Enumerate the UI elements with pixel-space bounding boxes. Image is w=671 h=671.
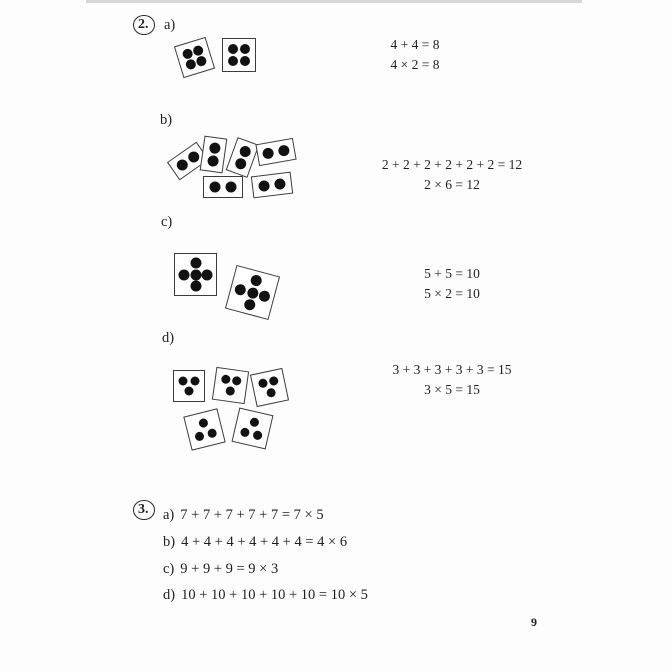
dot [265, 388, 276, 399]
problem-3-item-c [163, 556, 483, 583]
dot [243, 298, 256, 311]
dot [258, 289, 271, 302]
equations-d [370, 360, 534, 400]
equations-c [382, 264, 522, 304]
dot-card-d [173, 370, 205, 402]
multiplication-equation-b: 2 × 6 = 12 [424, 177, 480, 192]
addition-equation-a: 4 + 4 = 8 [390, 37, 440, 52]
dot-card-d [232, 408, 274, 450]
dot [190, 376, 199, 385]
dot-card-d [250, 368, 289, 407]
dot [208, 141, 220, 153]
problem-3-items [163, 502, 483, 609]
dot [240, 44, 250, 54]
problem-3-number: 3. [133, 500, 155, 520]
dot [196, 55, 208, 67]
dot [190, 257, 201, 268]
dot [197, 418, 208, 429]
dot [240, 56, 250, 66]
dot [228, 56, 238, 66]
dot-card-b [251, 172, 293, 199]
dot [207, 428, 218, 439]
addition-equation-d: 3 + 3 + 3 + 3 + 3 = 15 [392, 362, 512, 377]
equations-a [345, 35, 485, 75]
equations-b [360, 155, 544, 195]
dot [240, 427, 251, 438]
dot [174, 157, 189, 172]
item-label: a) [163, 507, 175, 523]
dot-card-c [174, 253, 217, 296]
dot [179, 376, 188, 385]
dot-card-d [183, 408, 225, 450]
problem-3-item-d [163, 582, 483, 609]
problem-3 [133, 500, 368, 604]
dot [184, 59, 196, 71]
addition-equation-b: 2 + 2 + 2 + 2 + 2 + 2 = 12 [381, 157, 523, 172]
problem-3-item-a [163, 502, 483, 529]
dot [185, 387, 194, 396]
dot [186, 149, 201, 164]
dot [190, 281, 201, 292]
problem-2-number: 2. [133, 15, 155, 35]
dot [225, 386, 235, 396]
multiplication-equation-d: 3 × 5 = 15 [424, 382, 480, 397]
problem-2-label-a: a) [164, 17, 176, 33]
dot [192, 44, 204, 56]
addition-equation-c: 5 + 5 = 10 [424, 266, 480, 281]
dot [220, 374, 230, 384]
dot-card-a [222, 38, 256, 72]
dot-card-b [203, 176, 243, 198]
problem-2-label-b: b) [160, 112, 173, 128]
dot [246, 286, 259, 299]
dot [238, 144, 252, 158]
dot [269, 375, 280, 386]
item-label: b) [163, 533, 176, 550]
dot [249, 417, 260, 428]
dot [210, 182, 221, 193]
dot [206, 155, 218, 167]
page-number: 9 [531, 615, 537, 629]
dot [202, 269, 213, 280]
dot [277, 144, 290, 157]
item-label: c) [163, 560, 175, 577]
dot [228, 44, 238, 54]
dot-card-a [174, 37, 215, 78]
multiplication-equation-c: 5 × 2 = 10 [424, 286, 480, 301]
item-equation: 9 + 9 + 9 = 9 × 3 [180, 560, 279, 577]
item-equation: 4 + 4 + 4 + 4 + 4 + 4 = 4 × 6 [181, 533, 348, 550]
dot [178, 269, 189, 280]
dot [262, 147, 275, 160]
dot [233, 157, 247, 171]
problem-3-item-b [163, 529, 483, 556]
dot-card-d [212, 367, 249, 404]
dot [234, 283, 247, 296]
dot [181, 47, 193, 59]
dot-card-b [226, 137, 260, 178]
item-equation: 10 + 10 + 10 + 10 + 10 = 10 × 5 [181, 587, 368, 604]
dot [258, 180, 270, 192]
dot [274, 178, 286, 190]
item-label: d) [163, 587, 176, 604]
dot [257, 378, 268, 389]
dot [225, 182, 236, 193]
dot [190, 269, 201, 280]
problem-2-label-d: d) [162, 330, 175, 346]
dot [194, 431, 205, 442]
dot [252, 430, 263, 441]
problem-2-label-c: c) [161, 214, 173, 230]
multiplication-equation-a: 4 × 2 = 8 [390, 57, 440, 72]
item-equation: 7 + 7 + 7 + 7 + 7 = 7 × 5 [180, 507, 324, 523]
dot-card-c [225, 265, 280, 320]
dot [249, 274, 262, 287]
dot-card-b [200, 136, 228, 174]
dot-card-b [255, 138, 296, 166]
dot [232, 376, 242, 386]
